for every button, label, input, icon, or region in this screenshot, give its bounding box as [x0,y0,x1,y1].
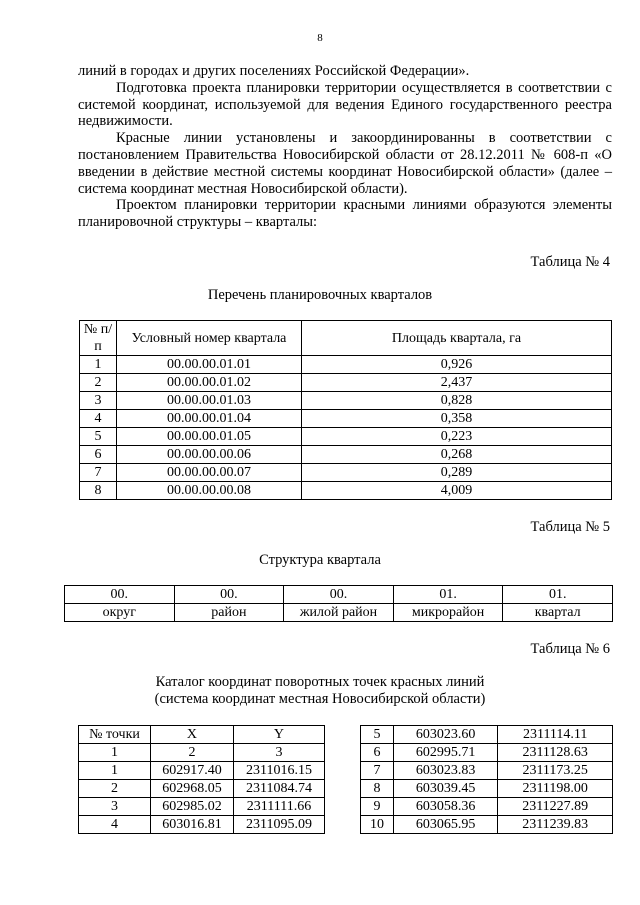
table-cell: 2311111.66 [233,798,324,816]
table-cell: 00.00.00.01.05 [117,428,302,446]
table-cell: 00.00.00.00.07 [117,464,302,482]
table-cell: 2 [151,744,234,762]
table-cell: 603023.83 [393,762,497,780]
table-cell: округ [65,604,175,622]
table-cell: 602968.05 [151,780,234,798]
table6-label: Таблица № 6 [530,641,610,657]
table-cell: 0,926 [302,356,612,374]
table-cell: 7 [80,464,117,482]
table-row [80,428,612,446]
table-row [361,816,613,834]
table-cell: 603016.81 [151,816,234,834]
table-cell: 603058.36 [393,798,497,816]
table-cell: 603039.45 [393,780,497,798]
table-cell: 4 [80,410,117,428]
header-cell: № п/п [80,321,117,356]
table-cell: 6 [80,446,117,464]
table-cell: 7 [361,762,394,780]
table-row [79,762,325,780]
table-row [79,816,325,834]
table-row [361,726,613,744]
table-cell: 0,828 [302,392,612,410]
table-row [361,744,613,762]
table-cell: 5 [361,726,394,744]
table-cell: 2311128.63 [498,744,613,762]
table-cell: 4,009 [302,482,612,500]
table-row [80,392,612,410]
table-row [361,762,613,780]
body-text [78,63,612,231]
table-cell: 3 [80,392,117,410]
table-cell: 0,289 [302,464,612,482]
table-cell: 2311084.74 [233,780,324,798]
table-cell: 00.00.00.00.08 [117,482,302,500]
table5-label: Таблица № 5 [530,519,610,535]
table-cell: 9 [361,798,394,816]
table5-title: Структура квартала [259,552,381,568]
table-cell: 01. [503,586,613,604]
table-cell: 3 [233,744,324,762]
table-cell: 602985.02 [151,798,234,816]
table-cell: 602917.40 [151,762,234,780]
table-row [80,410,612,428]
table-cell: 00.00.00.01.03 [117,392,302,410]
table-cell: 1 [79,744,151,762]
table-cell: 00.00.00.01.02 [117,374,302,392]
table-cell: 1 [80,356,117,374]
table-cell: 01. [393,586,503,604]
table-cell: 00.00.00.01.04 [117,410,302,428]
table-cell: № точки [79,726,151,744]
table-cell: 603023.60 [393,726,497,744]
table-cell: 3 [79,798,151,816]
table-row [80,374,612,392]
table-cell: 0,268 [302,446,612,464]
table6-title-line1: Каталог координат поворотных точек красных линий [155,674,485,690]
table-row [361,780,613,798]
table-cell: 10 [361,816,394,834]
paragraph: линий в городах и других поселениях Российской Федерации». [78,63,470,79]
table6-title-line2: (система координат местная Новосибирской области) [154,691,486,707]
table-row [361,798,613,816]
table-cell: 0,223 [302,428,612,446]
table-cell: 2311239.83 [498,816,613,834]
table-cell: 2,437 [302,374,612,392]
table-cell: 8 [361,780,394,798]
table-cell: 00. [284,586,394,604]
table-cell: 603065.95 [393,816,497,834]
header-cell: Условный номер квартала [117,321,302,356]
table-row [80,356,612,374]
coordinates-table-right [360,725,613,834]
table-cell: район [174,604,284,622]
coordinates-table-left [78,725,325,834]
table-row [79,798,325,816]
table-cell: 5 [80,428,117,446]
table-cell: микрорайон [393,604,503,622]
table4-title: Перечень планировочных кварталов [207,287,433,303]
table-cell: 0,358 [302,410,612,428]
table-cell: 2311227.89 [498,798,613,816]
table-row [79,726,325,744]
table-row [80,482,612,500]
table-row [79,744,325,762]
table4-label: Таблица № 4 [530,254,610,270]
table-cell: 4 [79,816,151,834]
table-cell: 8 [80,482,117,500]
paragraph: Проектом планировки территории красными линиями образуются элементы планировочной структуры – кварталы: [78,197,612,231]
paragraph: Подготовка проекта планировки территории осуществляется в соответствии с системой координат, используемой для ведения Единого государственного реестра недвижимости. [78,79,612,130]
table-cell: квартал [503,604,613,622]
header-cell: Площадь квартала, га [302,321,612,356]
table-cell: 2311114.11 [498,726,613,744]
table-cell: 2311016.15 [233,762,324,780]
paragraph: Красные линии установлены и закоординированны в соответствии с постановлением Правительства Новосибирской области от 28.12.2011 № 608-п «О введении в действие местной системы координат Новосибирской области» (далее – система координат местная Новосибирской области). [78,130,612,197]
table-cell: 2311173.25 [498,762,613,780]
quarters-table [79,320,612,500]
table-cell: X [151,726,234,744]
table-cell: 00.00.00.01.01 [117,356,302,374]
table-cell: 2 [79,780,151,798]
table-cell: 1 [79,762,151,780]
table-cell: 00.00.00.00.06 [117,446,302,464]
table-cell: 2 [80,374,117,392]
table-cell: жилой район [284,604,394,622]
table-cell: 00. [65,586,175,604]
table-row [65,604,613,622]
table-cell: Y [233,726,324,744]
quarter-structure-table [64,585,613,622]
table-cell: 602995.71 [393,744,497,762]
table-row [80,446,612,464]
page-number: 8 [317,32,323,44]
table-cell: 00. [174,586,284,604]
table-cell: 2311095.09 [233,816,324,834]
table-row [65,586,613,604]
table-header-row [80,321,612,356]
table-row [80,464,612,482]
table-row [79,780,325,798]
table-cell: 6 [361,744,394,762]
table-cell: 2311198.00 [498,780,613,798]
